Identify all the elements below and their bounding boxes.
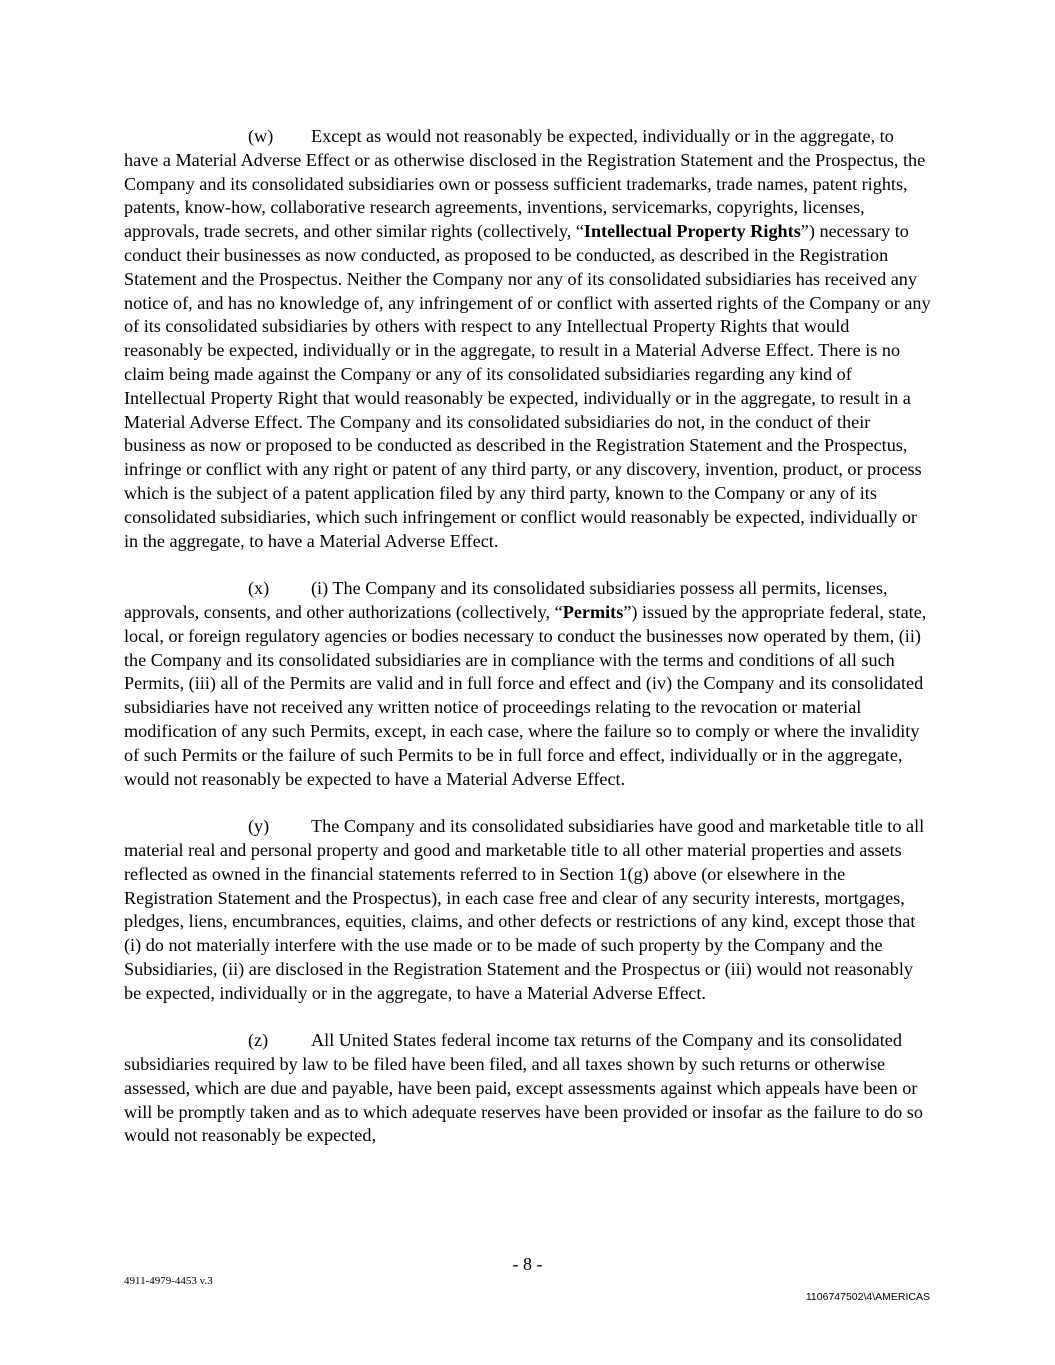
defined-term: Intellectual Property Rights	[583, 221, 801, 242]
section-w-paragraph	[124, 125, 932, 553]
page-number: - 8 -	[512, 1254, 543, 1274]
paragraph-text: ”) necessary to conduct their businesses as now conducted, as proposed to be conducted, as described in the Registration Statement and the Prospectus. Neither the Company nor any of its consolidated subsidiaries has received any notice of, and has no knowledge of, any infringement of or conflict with asserted rights of the Company or any of its consolidated subsidiaries by others with respect to any Intellectual Property Rights that would reasonably be expected, individually or in the aggregate, to result in a Material Adverse Effect. There is no claim being made against the Company or any of its consolidated subsidiaries regarding any kind of Intellectual Property Right that would reasonably be expected, individually or in the aggregate, to result in a Material Adverse Effect. The Company and its consolidated subsidiaries do not, in the conduct of their business as now or proposed to be conducted as described in the Registration Statement and the Prospectus, infringe or conflict with any right or patent of any third party, or any discovery, invention, product, or process which is the subject of a patent application filed by any third party, known to the Company or any of its consolidated subsidiaries, which such infringement or conflict would reasonably be expected, individually or in the aggregate, to have a Material Adverse Effect.	[124, 221, 931, 551]
section-z-paragraph	[124, 1029, 932, 1148]
paragraph-text: The Company and its consolidated subsidiaries have good and marketable title to all material real and personal property and good and marketable title to all other material properties and assets reflected as owned in the financial statements referred to in Section 1(g) above (or elsewhere in the Registration Statement and the Prospectus), in each case free and clear of any security interests, mortgages, pledges, liens, encumbrances, equities, claims, and other defects or restrictions of any kind, except those that (i) do not materially interfere with the use made or to be made of such property by the Company and the Subsidiaries, (ii) are disclosed in the Registration Statement and the Prospectus or (iii) would not reasonably be expected, individually or in the aggregate, to have a Material Adverse Effect.	[124, 816, 925, 1003]
section-y-paragraph	[124, 815, 932, 1005]
document-body	[124, 125, 932, 1172]
defined-term: Permits	[562, 601, 624, 622]
document-id-left: 4911-4979-4453 v.3	[124, 1275, 213, 1287]
paragraph-text: (i) The Company and its consolidated subsidiaries possess all permits, licenses, approvals, consents, and other authorizations (collectively, “	[124, 578, 888, 622]
paragraph-text: All United States federal income tax returns of the Company and its consolidated subsidiaries required by law to be filed have been filed, and all taxes shown by such returns or otherwise assessed, which are due and payable, have been paid, except assessments against which appeals have been or will be promptly taken and as to which adequate reserves have been provided or insofar as the failure to do so would not reasonably be expected,	[124, 1030, 923, 1146]
section-label: (x)	[248, 578, 270, 599]
paragraph-text: ”) issued by the appropriate federal, state, local, or foreign regulatory agencies or bodies necessary to conduct the businesses now operated by them, (ii) the Company and its consolidated subsidiaries are in compliance with the terms and conditions of all such Permits, (iii) all of the Permits are valid and in full force and effect and (iv) the Company and its consolidated subsidiaries have not received any written notice of proceedings relating to the revocation or material modification of any such Permits, except, in each case, where the failure so to comply or where the invalidity of such Permits or the failure of such Permits to be in full force and effect, individually or in the aggregate, would not reasonably be expected to have a Material Adverse Effect.	[124, 601, 927, 789]
section-x-paragraph	[124, 577, 932, 791]
section-label: (w)	[248, 126, 274, 146]
document-id-right: 1106747502\4\AMERICAS	[805, 1291, 930, 1303]
paragraph-text: Except as would not reasonably be expected, individually or in the aggregate, to have a Material Adverse Effect or as otherwise disclosed in the Registration Statement and the Prospectus, the Company and its consolidated subsidiaries own or possess sufficient trademarks, trade names, patent rights, patents, know-how, collaborative research agreements, inventions, servicemarks, copyrights, licenses, approvals, trade secrets, and other similar rights (collectively, “	[124, 126, 926, 242]
section-label: (y)	[248, 816, 270, 837]
section-label: (z)	[248, 1030, 269, 1051]
